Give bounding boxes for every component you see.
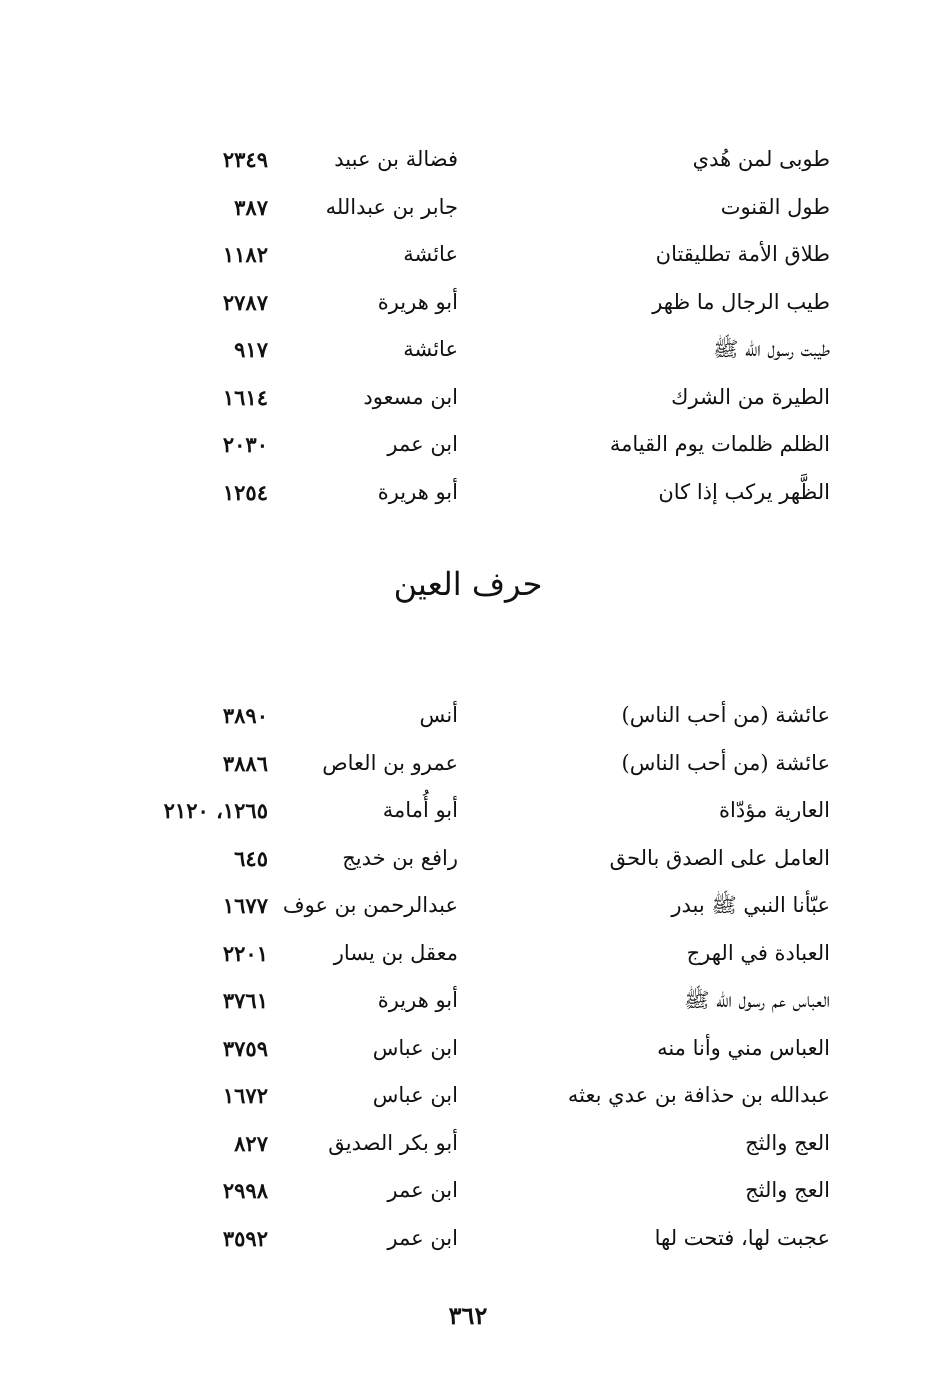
hadith-number: ٢٠٣٠ [222, 432, 268, 457]
index-entry [0, 469, 936, 517]
hadith-number: ٣٨٧ [234, 194, 268, 220]
index-entry [0, 882, 936, 930]
index-entry [0, 231, 936, 279]
narrator-name: أنس [419, 703, 458, 727]
hadith-number: ١٢٥٤ [222, 479, 268, 505]
hadith-number: ٢٢٠١ [222, 940, 268, 966]
index-entry [0, 835, 936, 883]
hadith-phrase: طلاق الأمة تطليقتان [655, 242, 830, 266]
hadith-phrase: العامل على الصدق بالحق [609, 845, 830, 870]
narrator-name: ابن عمر [387, 432, 458, 456]
hadith-number: ٦٤٥ [234, 845, 268, 871]
hadith-number: ٣٨٨٦ [222, 750, 268, 776]
hadith-number: ١٢٦٥، ٢١٢٠ [163, 798, 268, 823]
index-entry [0, 787, 936, 835]
narrator-name: رافع بن خديج [342, 845, 458, 870]
index-entry [0, 1120, 936, 1168]
hadith-phrase: طيبت رسول الله ﷺ [713, 337, 830, 361]
index-entry [0, 421, 936, 469]
index-entry [0, 977, 936, 1025]
hadith-phrase: الظَّهر يركب إذا كان [658, 479, 830, 504]
index-entry [0, 1072, 936, 1120]
hadith-phrase: العارية مؤدّاة [719, 798, 830, 822]
narrator-name: عائشة [403, 337, 458, 361]
narrator-name: ابن عباس [372, 1035, 458, 1060]
hadith-number: ٩١٧ [234, 337, 268, 362]
index-entry [0, 374, 936, 422]
narrator-name: أبو هريرة [377, 988, 458, 1012]
hadith-phrase: عبدالله بن حذافة بن عدي بعثه [567, 1083, 830, 1107]
hadith-phrase: طوبى لمن هُدي [692, 147, 830, 171]
hadith-number: ٢٩٩٨ [222, 1178, 268, 1203]
hadith-number: ١٦٧٧ [222, 893, 268, 918]
section-heading: حرف العين [393, 565, 543, 603]
hadith-number: ٢٧٨٧ [222, 289, 268, 315]
narrator-name: جابر بن عبدالله [325, 194, 458, 219]
hadith-phrase: الطيرة من الشرك [671, 384, 830, 409]
hadith-phrase: العبادة في الهرج [686, 940, 830, 965]
hadith-phrase: طول القنوت [720, 194, 830, 219]
hadith-number: ٣٧٥٩ [222, 1035, 268, 1061]
hadith-number: ٨٢٧ [234, 1130, 268, 1156]
hadith-phrase: عجبت لها، فتحت لها [654, 1225, 830, 1250]
narrator-name: أبو بكر الصديق [328, 1130, 458, 1155]
hadith-phrase: العباس مني وأنا منه [657, 1035, 830, 1060]
index-entry [0, 692, 936, 740]
hadith-phrase: عائشة (من أحب الناس) [621, 703, 830, 727]
index-entry [0, 930, 936, 978]
hadith-number: ٣٨٩٠ [222, 703, 268, 728]
narrator-name: أبو هريرة [377, 479, 458, 504]
narrator-name: ابن عمر [387, 1225, 458, 1250]
index-section-ain [0, 692, 936, 1262]
hadith-phrase: العج والثج [745, 1130, 830, 1155]
index-entry [0, 1167, 936, 1215]
index-entry [0, 326, 936, 374]
hadith-phrase: العج والثج [745, 1178, 830, 1202]
hadith-phrase: طيب الرجال ما ظهر [652, 289, 830, 314]
hadith-number: ١٦١٤ [222, 384, 268, 410]
narrator-name: معقل بن يسار [333, 940, 458, 965]
hadith-number: ٣٧٦١ [222, 988, 268, 1013]
hadith-number: ٣٥٩٢ [222, 1225, 268, 1251]
index-entry [0, 1215, 936, 1263]
narrator-name: ابن عباس [372, 1083, 458, 1107]
narrator-name: أبو أُمامة [382, 798, 458, 822]
narrator-name: ابن مسعود [363, 384, 458, 409]
index-section-ta [0, 136, 936, 516]
index-entry [0, 279, 936, 327]
hadith-number: ٢٣٤٩ [222, 147, 268, 172]
hadith-phrase: الظلم ظلمات يوم القيامة [609, 432, 830, 456]
index-entry [0, 184, 936, 232]
narrator-name: عائشة [403, 242, 458, 266]
index-entry [0, 740, 936, 788]
hadith-phrase: العباس عم رسول الله ﷺ [684, 988, 830, 1012]
hadith-phrase: عبّأنا النبي ﷺ ببدر [671, 893, 830, 917]
narrator-name: فضالة بن عبيد [334, 147, 458, 171]
hadith-number: ١٦٧٢ [222, 1083, 268, 1108]
hadith-phrase: عائشة (من أحب الناس) [621, 750, 830, 775]
index-entry [0, 136, 936, 184]
index-entry [0, 1025, 936, 1073]
narrator-name: ابن عمر [387, 1178, 458, 1202]
page-number: ٣٦٢ [448, 1301, 488, 1330]
hadith-number: ١١٨٢ [222, 242, 268, 267]
narrator-name: أبو هريرة [377, 289, 458, 314]
narrator-name: عمرو بن العاص [322, 750, 458, 775]
narrator-name: عبدالرحمن بن عوف [282, 893, 458, 917]
